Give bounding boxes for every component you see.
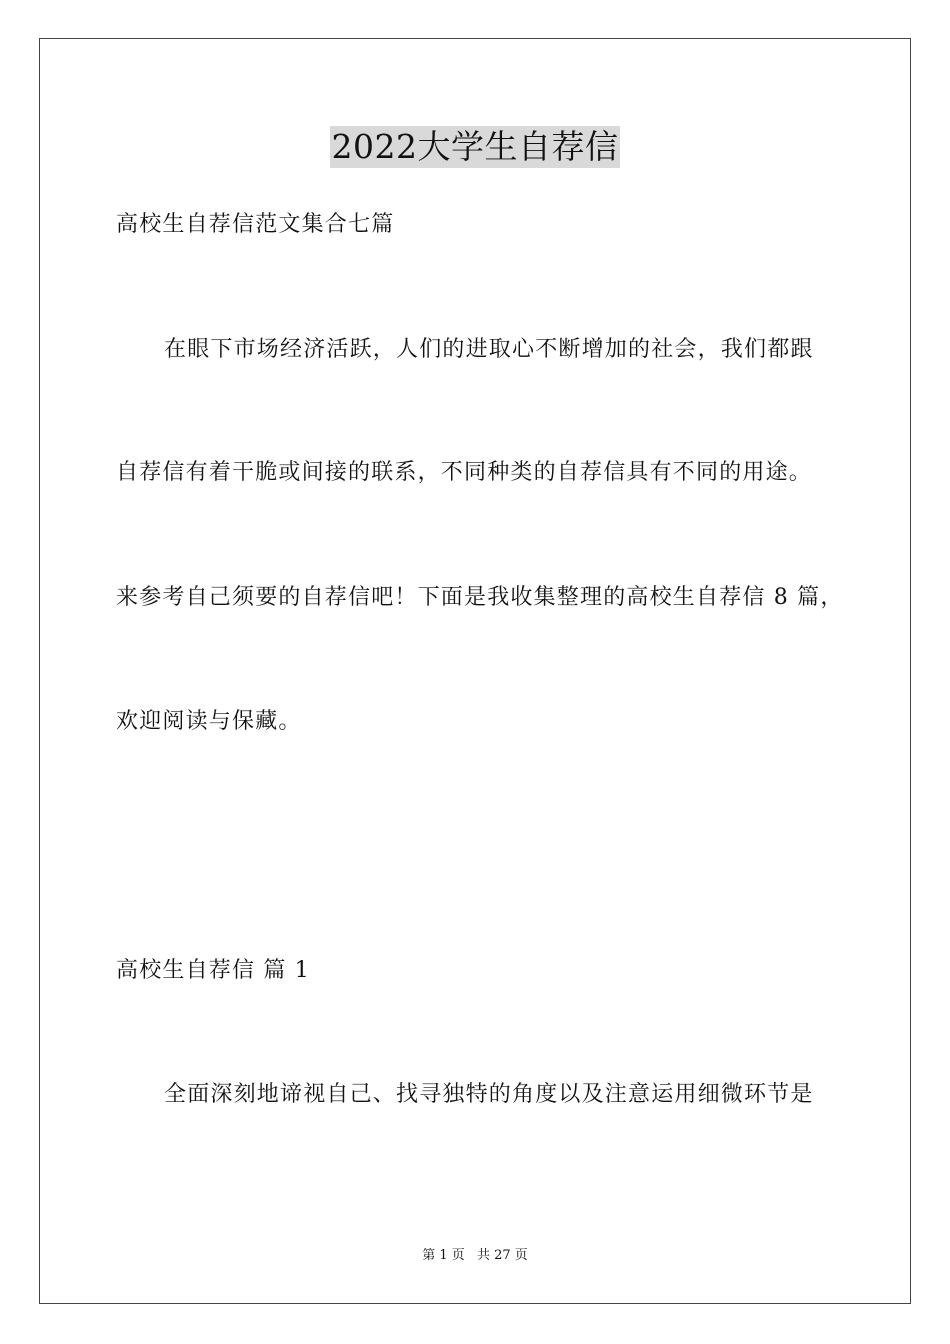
page-number: 第 1 页 — [422, 1248, 465, 1263]
intro-line-1: 在眼下市场经济活跃，人们的进取心不断增加的社会，我们都跟 — [164, 337, 814, 362]
page-total: 共 27 页 — [476, 1248, 528, 1263]
document-title: 2022大学生自荐信 — [331, 127, 619, 166]
section-first-line: 全面深刻地谛视自己、找寻独特的角度以及注意运用细微环节是 — [164, 1082, 814, 1107]
intro-line-2: 自荐信有着干脆或间接的联系，不同种类的自荐信具有不同的用途。 — [116, 460, 813, 485]
intro-line-3: 来参考自己须要的自荐信吧！下面是我收集整理的高校生自荐信 8 篇， — [116, 585, 844, 610]
document-subtitle: 高校生自荐信范文集合七篇 — [116, 212, 395, 237]
intro-line-4: 欢迎阅读与保藏。 — [116, 709, 302, 734]
page-footer — [0, 1247, 950, 1265]
title-container — [0, 126, 950, 168]
section-heading: 高校生自荐信 篇 1 — [116, 958, 310, 983]
